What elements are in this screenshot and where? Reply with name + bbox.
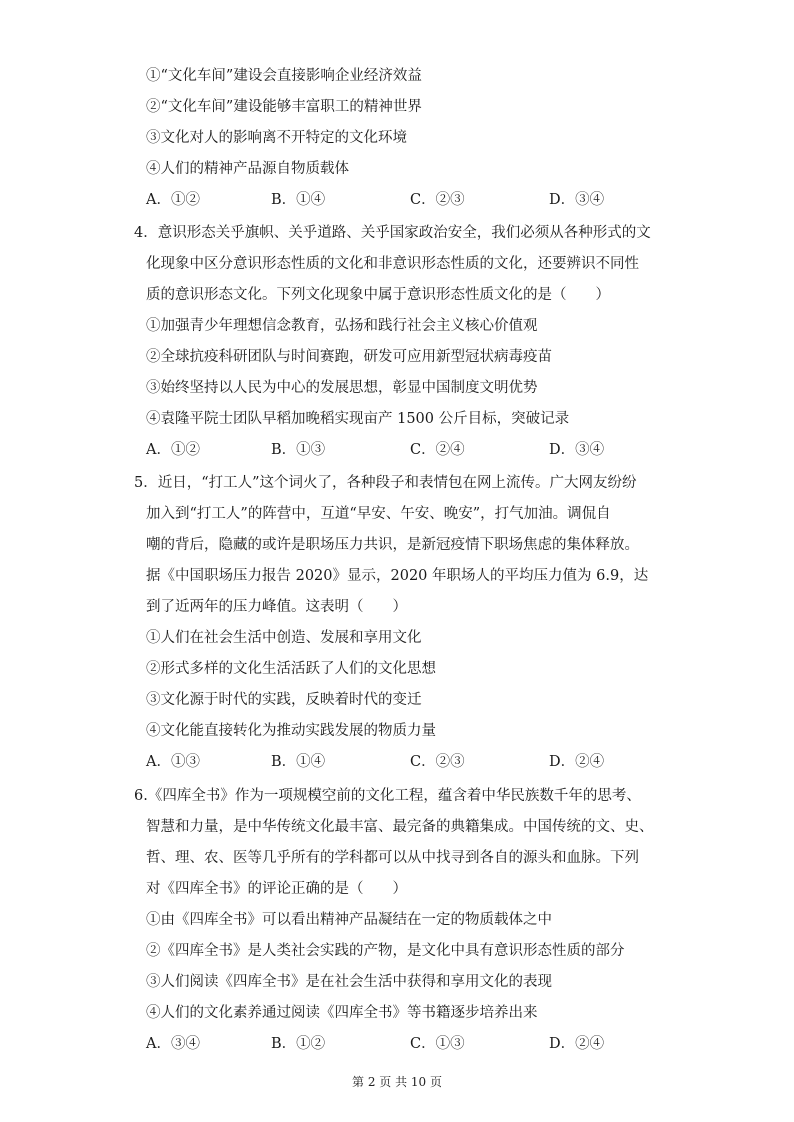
q5-item-4: ④文化能直接转化为推动实践发展的物质力量 [146, 723, 436, 739]
q5-option-b: B．①④ [271, 754, 326, 770]
prev-option-c: C．②③ [410, 192, 465, 208]
q4-stem-line-3: 质的意识形态文化。下列文化现象中属于意识形态性质文化的是（ ） [146, 287, 610, 303]
q6-item-2: ②《四库全书》是人类社会实践的产物，是文化中具有意识形态性质的部分 [146, 943, 625, 959]
q6-stem-line-2: 智慧和力量，是中华传统文化最丰富、最完备的典籍集成。中国传统的文、史、 [146, 819, 654, 835]
prev-option-d: D．③④ [549, 192, 605, 208]
q4-item-3: ③始终坚持以人民为中心的发展思想，彰显中国制度文明优势 [146, 380, 538, 396]
q6-stem-line-3: 哲、理、农、医等几乎所有的学科都可以从中找寻到各自的源头和血脉。下列 [146, 850, 639, 866]
q5-stem-line-3: 嘲的背后，隐藏的或许是职场压力共识，是新冠疫情下职场焦虑的集体释放。 [146, 537, 639, 553]
q5-option-a: A．①③ [146, 754, 200, 770]
q6-option-b: B．①② [271, 1036, 326, 1052]
q4-item-1: ①加强青少年理想信念教育，弘扬和践行社会主义核心价值观 [146, 318, 538, 334]
q4-stem-line-2: 化现象中区分意识形态性质的文化和非意识形态性质的文化，还要辨识不同性 [146, 256, 639, 272]
prev-item-3: ③文化对人的影响离不开特定的文化环境 [146, 130, 407, 146]
q6-item-4: ④人们的文化素养通过阅读《四库全书》等书籍逐步培养出来 [146, 1005, 538, 1021]
q5-stem-line-4: 据《中国职场压力报告 2020》显示，2020 年职场人的平均压力值为 6.9，达 [146, 568, 649, 584]
q6-option-d: D．②④ [549, 1036, 605, 1052]
q5-item-2: ②形式多样的文化生活活跃了人们的文化思想 [146, 661, 436, 677]
q5-item-1: ①人们在社会生活中创造、发展和享用文化 [146, 630, 422, 646]
prev-item-1: ①“文化车间”建设会直接影响企业经济效益 [146, 68, 422, 84]
q4-item-4: ④袁隆平院士团队早稻加晚稻实现亩产 1500 公斤目标，突破记录 [146, 411, 570, 427]
q6-option-c: C．①③ [410, 1036, 465, 1052]
prev-item-2: ②“文化车间”建设能够丰富职工的精神世界 [146, 99, 422, 115]
q4-stem-line-1: 4．意识形态关乎旗帜、关乎道路、关乎国家政治安全，我们必须从各种形式的文 [134, 225, 651, 241]
q6-stem-line-4: 对《四库全书》的评论正确的是（ ） [146, 881, 407, 897]
prev-item-4: ④人们的精神产品源自物质载体 [146, 161, 349, 177]
q5-stem-line-1: 5．近日，“打工人”这个词火了，各种段子和表情包在网上流传。广大网友纷纷 [134, 475, 637, 491]
q4-option-c: C．②④ [410, 442, 465, 458]
q5-item-3: ③文化源于时代的实践，反映着时代的变迁 [146, 692, 422, 708]
q5-option-c: C．②③ [410, 754, 465, 770]
prev-option-b: B．①④ [271, 192, 326, 208]
q6-option-a: A．③④ [146, 1036, 200, 1052]
q6-stem-line-1: 6.《四库全书》作为一项规模空前的文化工程，蕴含着中华民族数千年的思考、 [134, 788, 641, 804]
q4-item-2: ②全球抗疫科研团队与时间赛跑，研发可应用新型冠状病毒疫苗 [146, 349, 552, 365]
page-number-footer: 第 2 页 共 10 页 [352, 1075, 442, 1089]
q6-item-3: ③人们阅读《四库全书》是在社会生活中获得和享用文化的表现 [146, 974, 552, 990]
q6-item-1: ①由《四库全书》可以看出精神产品凝结在一定的物质载体之中 [146, 912, 552, 928]
q4-option-a: A．①② [146, 442, 200, 458]
q4-option-d: D．③④ [549, 442, 605, 458]
q5-stem-line-5: 到了近两年的压力峰值。这表明（ ） [146, 599, 407, 615]
q5-stem-line-2: 加入到“打工人”的阵营中，互道“早安、午安、晚安”，打气加油。调侃自 [146, 506, 611, 522]
q4-option-b: B．①③ [271, 442, 326, 458]
prev-option-a: A．①② [146, 192, 200, 208]
q5-option-d: D．②④ [549, 754, 605, 770]
